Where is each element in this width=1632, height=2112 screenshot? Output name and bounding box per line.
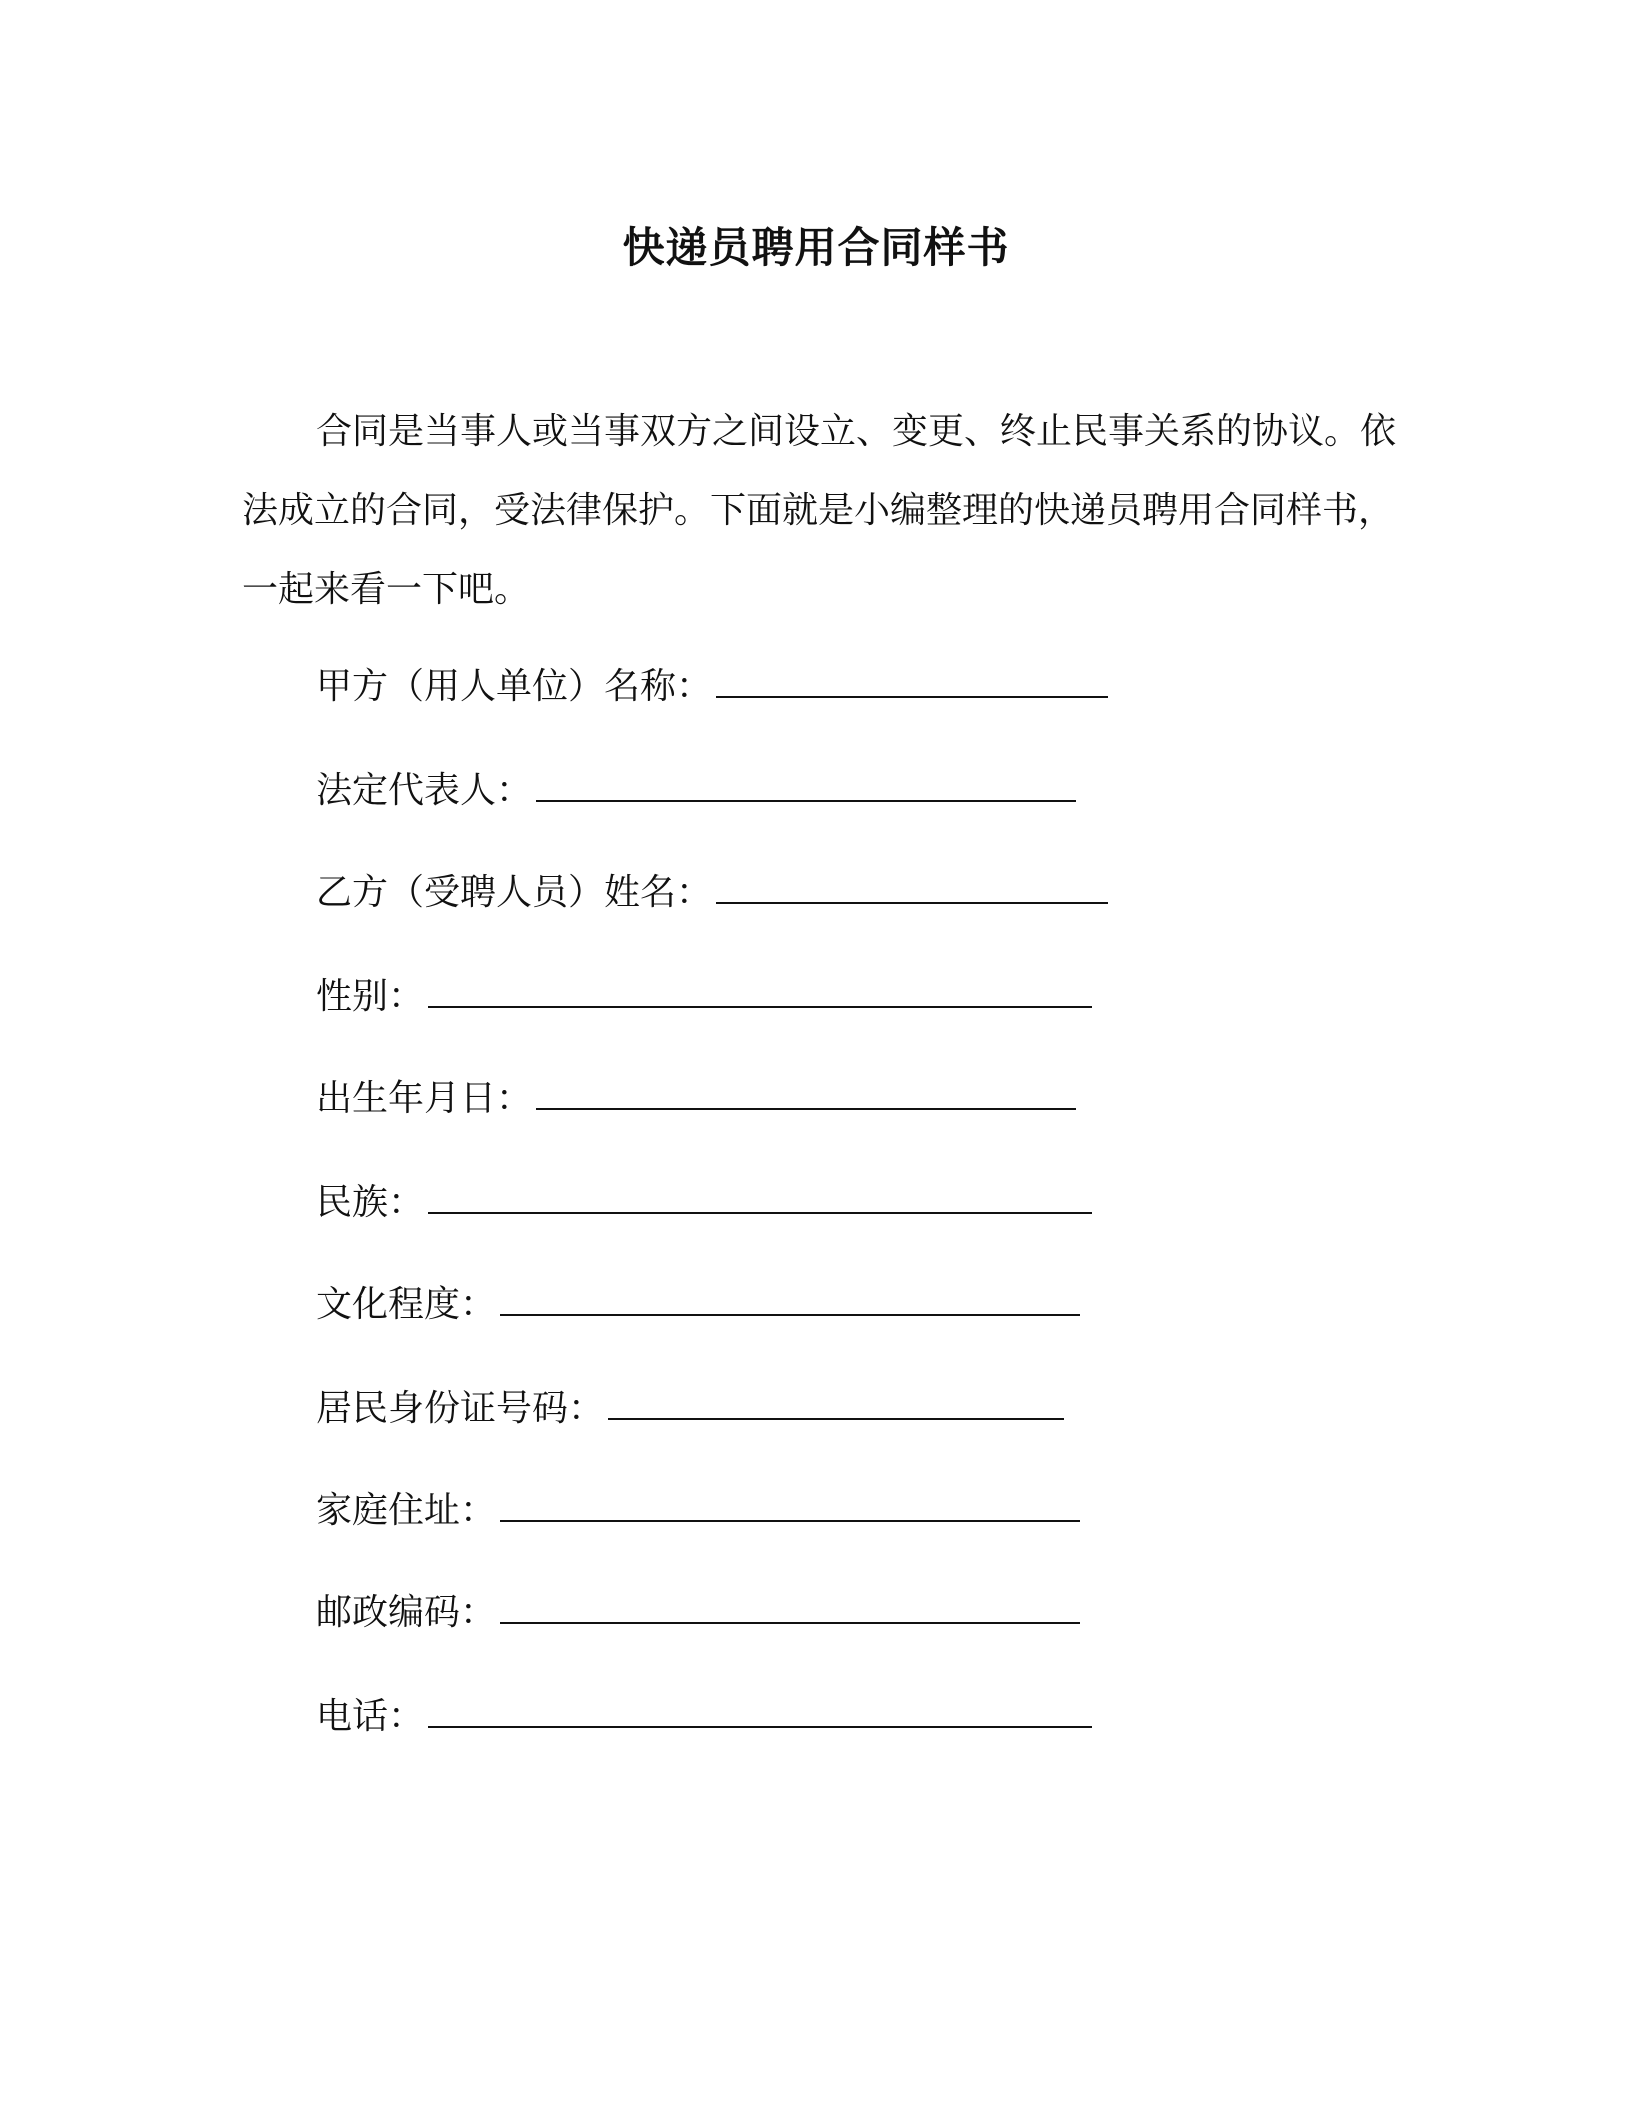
fill-in-blank[interactable] <box>716 872 1108 904</box>
fill-in-blank[interactable] <box>428 1696 1092 1728</box>
fill-in-blank[interactable] <box>500 1284 1080 1316</box>
field-label: 性别： <box>316 976 425 1017</box>
fill-in-blank[interactable] <box>608 1388 1064 1420</box>
field-id-number <box>316 1384 1064 1434</box>
fill-in-blank[interactable] <box>428 1182 1092 1214</box>
field-label: 居民身份证号码： <box>316 1388 605 1429</box>
field-label: 邮政编码： <box>316 1592 497 1633</box>
field-label: 电话： <box>316 1696 425 1737</box>
field-ethnicity <box>316 1178 1092 1228</box>
intro-paragraph: 合同是当事人或当事双方之间设立、变更、终止民事关系的协议。依法成立的合同，受法律保护。下面就是小编整理的快递员聘用合同样书，一起来看一下吧。 <box>242 411 1397 610</box>
field-label: 民族： <box>316 1182 425 1223</box>
document-title: 快递员聘用合同样书 <box>622 223 1010 272</box>
field-legal-representative <box>316 766 1076 816</box>
field-birth-date <box>316 1074 1076 1124</box>
field-phone <box>316 1692 1092 1742</box>
fill-in-blank[interactable] <box>428 976 1092 1008</box>
field-label: 乙方（受聘人员）姓名： <box>316 872 713 913</box>
fill-in-blank[interactable] <box>500 1490 1080 1522</box>
field-label: 家庭住址： <box>316 1490 497 1531</box>
fill-in-blank[interactable] <box>716 666 1108 698</box>
field-postal-code <box>316 1588 1080 1638</box>
fill-in-blank[interactable] <box>536 1078 1076 1110</box>
field-label: 法定代表人： <box>316 770 533 811</box>
field-home-address <box>316 1486 1080 1536</box>
field-label: 文化程度： <box>316 1284 497 1325</box>
fill-in-blank[interactable] <box>536 770 1076 802</box>
field-label: 甲方（用人单位）名称： <box>316 666 713 707</box>
field-gender <box>316 972 1092 1022</box>
field-education <box>316 1280 1080 1330</box>
field-party-b-name <box>316 868 1108 918</box>
field-party-a-name <box>316 662 1108 712</box>
fill-in-blank[interactable] <box>500 1592 1080 1624</box>
field-label: 出生年月日： <box>316 1078 533 1119</box>
